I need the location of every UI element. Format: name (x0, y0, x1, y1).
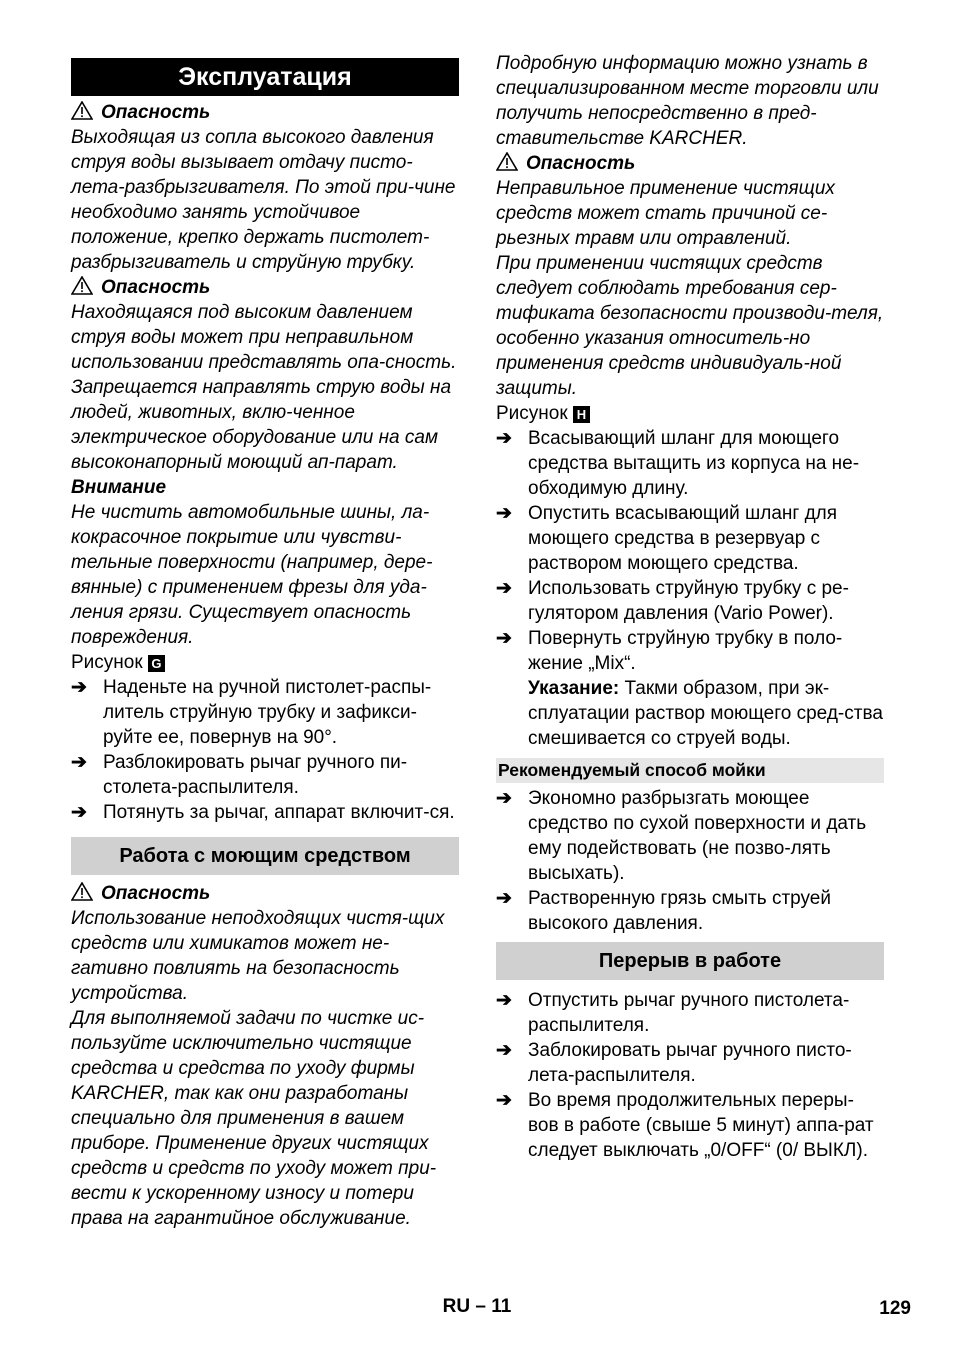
list-item: ➔ Во время продолжительных переры-вов в работе (свыше 5 минут) аппа-рат следует выключать „0/OFF“ (0/ ВЫКЛ). (496, 1090, 874, 1161)
list-item: ➔ Потянуть за рычаг, аппарат включит-ся. (71, 802, 455, 823)
warning-triangle-icon (71, 276, 93, 295)
arrow-right-icon: ➔ (496, 990, 512, 1011)
intro-text: Подробную информацию можно узнать в специализированном месте торговли или получить непосредственно в пред-ставительстве KARCHER. (496, 53, 879, 149)
attention-text: Не чистить автомобильные шины, ла-кокрасочное покрытие или чувстви-тельные поверхности (например, дере-вянные) с применением фрезы для уда-ления грязи. Существует опасность повреждения. (71, 502, 433, 648)
list-item: ➔ Экономно разбрызгать моющее средство по сухой поверхности и дать ему подействовать (не позво-лять высыхать). (496, 788, 867, 884)
list-item: ➔ Опустить всасывающий шланг для моющего средства в резервуар с раствором моющего средства. (496, 503, 838, 574)
danger-heading (496, 151, 884, 176)
arrow-right-icon: ➔ (496, 628, 512, 649)
arrow-right-icon: ➔ (71, 802, 87, 823)
danger-text: При применении чистящих средств следует соблюдать требования сер-тификата безопасности производи-теля, особенно указания относитель-но применения средств индивидуаль-ной защиты. (496, 253, 884, 399)
arrow-right-icon: ➔ (71, 752, 87, 773)
step-list (71, 675, 459, 825)
warning-triangle-icon (71, 101, 93, 120)
arrow-right-icon: ➔ (496, 888, 512, 909)
step-list (496, 786, 884, 936)
step-list (496, 988, 884, 1163)
danger-heading (71, 275, 459, 300)
figure-letter: G (148, 655, 165, 672)
arrow-right-icon: ➔ (496, 1040, 512, 1061)
warning-triangle-icon (71, 882, 93, 901)
danger-heading (71, 881, 459, 906)
danger-text: Использование неподходящих чистя-щих средств или химикатов может не-гативно повлиять на безопасность устройства. (71, 908, 445, 1004)
warning-triangle-icon (496, 152, 518, 171)
figure-letter: H (573, 406, 590, 423)
note-text: Такми образом, при эк-сплуатации раствор моющего сред-ства смешивается со струей воды. (528, 678, 883, 749)
list-item: ➔ Отпустить рычаг ручного пистолета-распылителя. (496, 990, 850, 1036)
arrow-right-icon: ➔ (71, 677, 87, 698)
figure-reference (71, 650, 459, 675)
note-label: Указание: (528, 678, 620, 699)
arrow-right-icon: ➔ (496, 503, 512, 524)
step-list (496, 426, 884, 751)
arrow-right-icon: ➔ (496, 788, 512, 809)
figure-label: Рисунок (71, 652, 143, 673)
list-item: ➔ Использовать струйную трубку с ре-гулятором давления (Vario Power). (496, 578, 849, 624)
subsection-title: Работа с моющим средством (71, 837, 459, 875)
list-item: ➔ Заблокировать рычаг ручного писто-лета-распылителя. (496, 1040, 852, 1086)
danger-label: Опасность (526, 153, 636, 174)
list-item: ➔ Наденьте на ручной пистолет-распы-литель струйную трубку и зафикси-руйте ее, повернув на 90°. (71, 677, 432, 748)
section-title: Эксплуатация (71, 58, 459, 96)
attention-label: Внимание (71, 477, 167, 498)
list-item: ➔ Всасывающий шланг для моющего средства вытащить из корпуса на не-обходимую длину. (496, 428, 860, 499)
page-number: 129 (879, 1298, 911, 1319)
danger-label: Опасность (101, 883, 211, 904)
arrow-right-icon: ➔ (496, 578, 512, 599)
danger-heading (71, 100, 459, 125)
danger-text: Находящаяся под высоким давлением струя воды может при неправильном использовании представлять опа-сность. Запрещается направлять струю воды на людей, животных, вклю-ченное электрическое оборудование или на сам высоконапорный моющий ап-парат. (71, 302, 457, 473)
arrow-right-icon: ➔ (496, 428, 512, 449)
left-column (71, 51, 459, 1231)
list-item: ➔ Повернуть струйную трубку в поло-жение „Mix“. Указание: Такми образом, при эк-сплуатации раствор моющего сред-ства смешивается со струей воды. (496, 628, 883, 749)
arrow-right-icon: ➔ (496, 1090, 512, 1111)
list-item: ➔ Растворенную грязь смыть струей высокого давления. (496, 888, 831, 934)
subsection-title: Перерыв в работе (496, 942, 884, 980)
danger-text: Неправильное применение чистящих средств может стать причиной се-рьезных травм или отравлений. (496, 178, 835, 249)
footer-section-page: RU – 11 (442, 1296, 512, 1317)
note (528, 676, 884, 751)
right-column (496, 51, 884, 1163)
danger-label: Опасность (101, 102, 211, 123)
figure-reference (496, 401, 884, 426)
recommended-title: Рекомендуемый способ мойки (496, 758, 884, 783)
danger-text: Выходящая из сопла высокого давления струя воды вызывает отдачу писто-лета-разбрызгивателя. По этой при-чине необходимо занять устойчивое положение, крепко держать пистолет-разбрызгиватель и струйную трубку. (71, 127, 456, 273)
figure-label: Рисунок (496, 403, 568, 424)
danger-text: Для выполняемой задачи по чистке ис-пользуйте исключительно чистящие средства и средства по уходу фирмы KARCHER, так как они разработаны специально для применения в вашем приборе. Применение других чистящих средств и средств по уходу может при-вести к ускоренному износу и потери права на гарантийное обслуживание. (71, 1008, 437, 1229)
danger-label: Опасность (101, 277, 211, 298)
list-item: ➔ Разблокировать рычаг ручного пи-столета-распылителя. (71, 752, 408, 798)
